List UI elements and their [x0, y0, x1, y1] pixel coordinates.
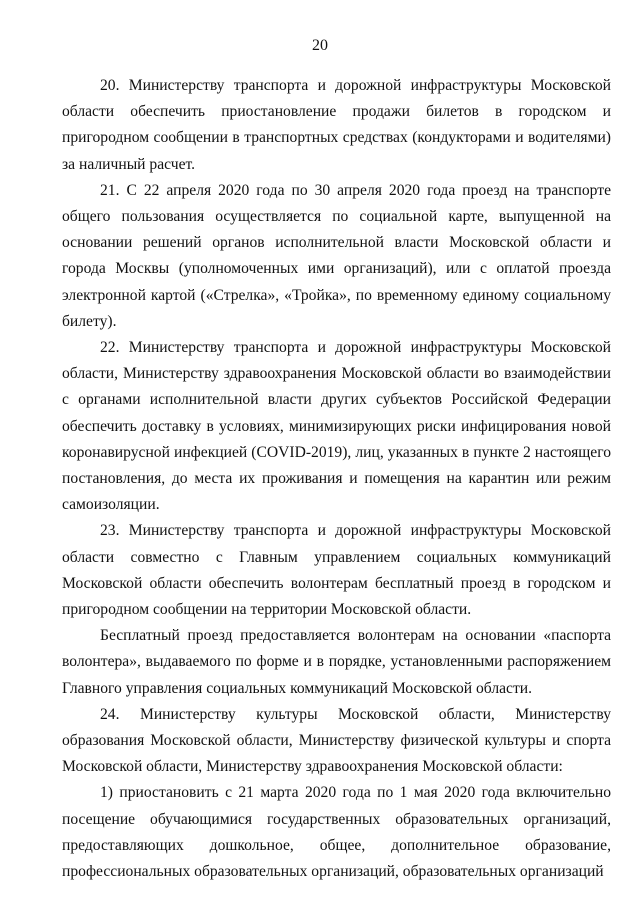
paragraph-24: 24. Министерству культуры Московской области, Министерству образования Московской области, Министерству физической культуры и спорта Московской области, Министерству здравоохранения Московской области:	[62, 705, 611, 776]
paragraph-23-volunteer-pass: Бесплатный проезд предоставляется волонтерам на основании «паспорта волонтера», выдаваемого по форме и в порядке, установленными распоряжением Главного управления социальных коммуникаций Московской области.	[62, 627, 611, 697]
document-body	[62, 73, 611, 885]
paragraph-24-item-1: 1) приостановить с 21 марта 2020 года по 1 мая 2020 года включительно посещение обучающимися государственных образовательных организаций, предоставляющих дошкольное, общее, дополнительное образование, профессиональных образовательных организаций, образовательных организаций	[62, 784, 611, 881]
paragraph-20: 20. Министерству транспорта и дорожной инфраструктуры Московской области обеспечить приостановление продажи билетов в городском и пригородном сообщении в транспортных средствах (кондукторами и водителями) за наличный расчет.	[62, 77, 611, 173]
paragraph-21: 21. С 22 апреля 2020 года по 30 апреля 2020 года проезд на транспорте общего пользования осуществляется по социальной карте, выпущенной на основании решений органов исполнительной власти Московской области и города Москвы (уполномоченных ими организаций), или с оплатой проезда электронной картой («Стрелка», «Тройка», по временному единому социальному билету).	[62, 181, 611, 330]
paragraph-23: 23. Министерству транспорта и дорожной инфраструктуры Московской области совместно с Главным управлением социальных коммуникаций Московской области обеспечить волонтерам бесплатный проезд в городском и пригородном сообщении на территории Московской области.	[62, 522, 611, 619]
page-number: 20	[312, 37, 328, 54]
paragraph-22: 22. Министерству транспорта и дорожной инфраструктуры Московской области, Министерству здравоохранения Московской области во взаимодействии с органами исполнительной власти других субъектов Российской Федерации обеспечить доставку в условиях, минимизирующих риски инфицирования новой коронавирусной инфекцией (COVID-2019), лиц, указанных в пункте 2 настоящего постановления, до места их проживания и помещения на карантин или режим самоизоляции.	[62, 339, 611, 514]
